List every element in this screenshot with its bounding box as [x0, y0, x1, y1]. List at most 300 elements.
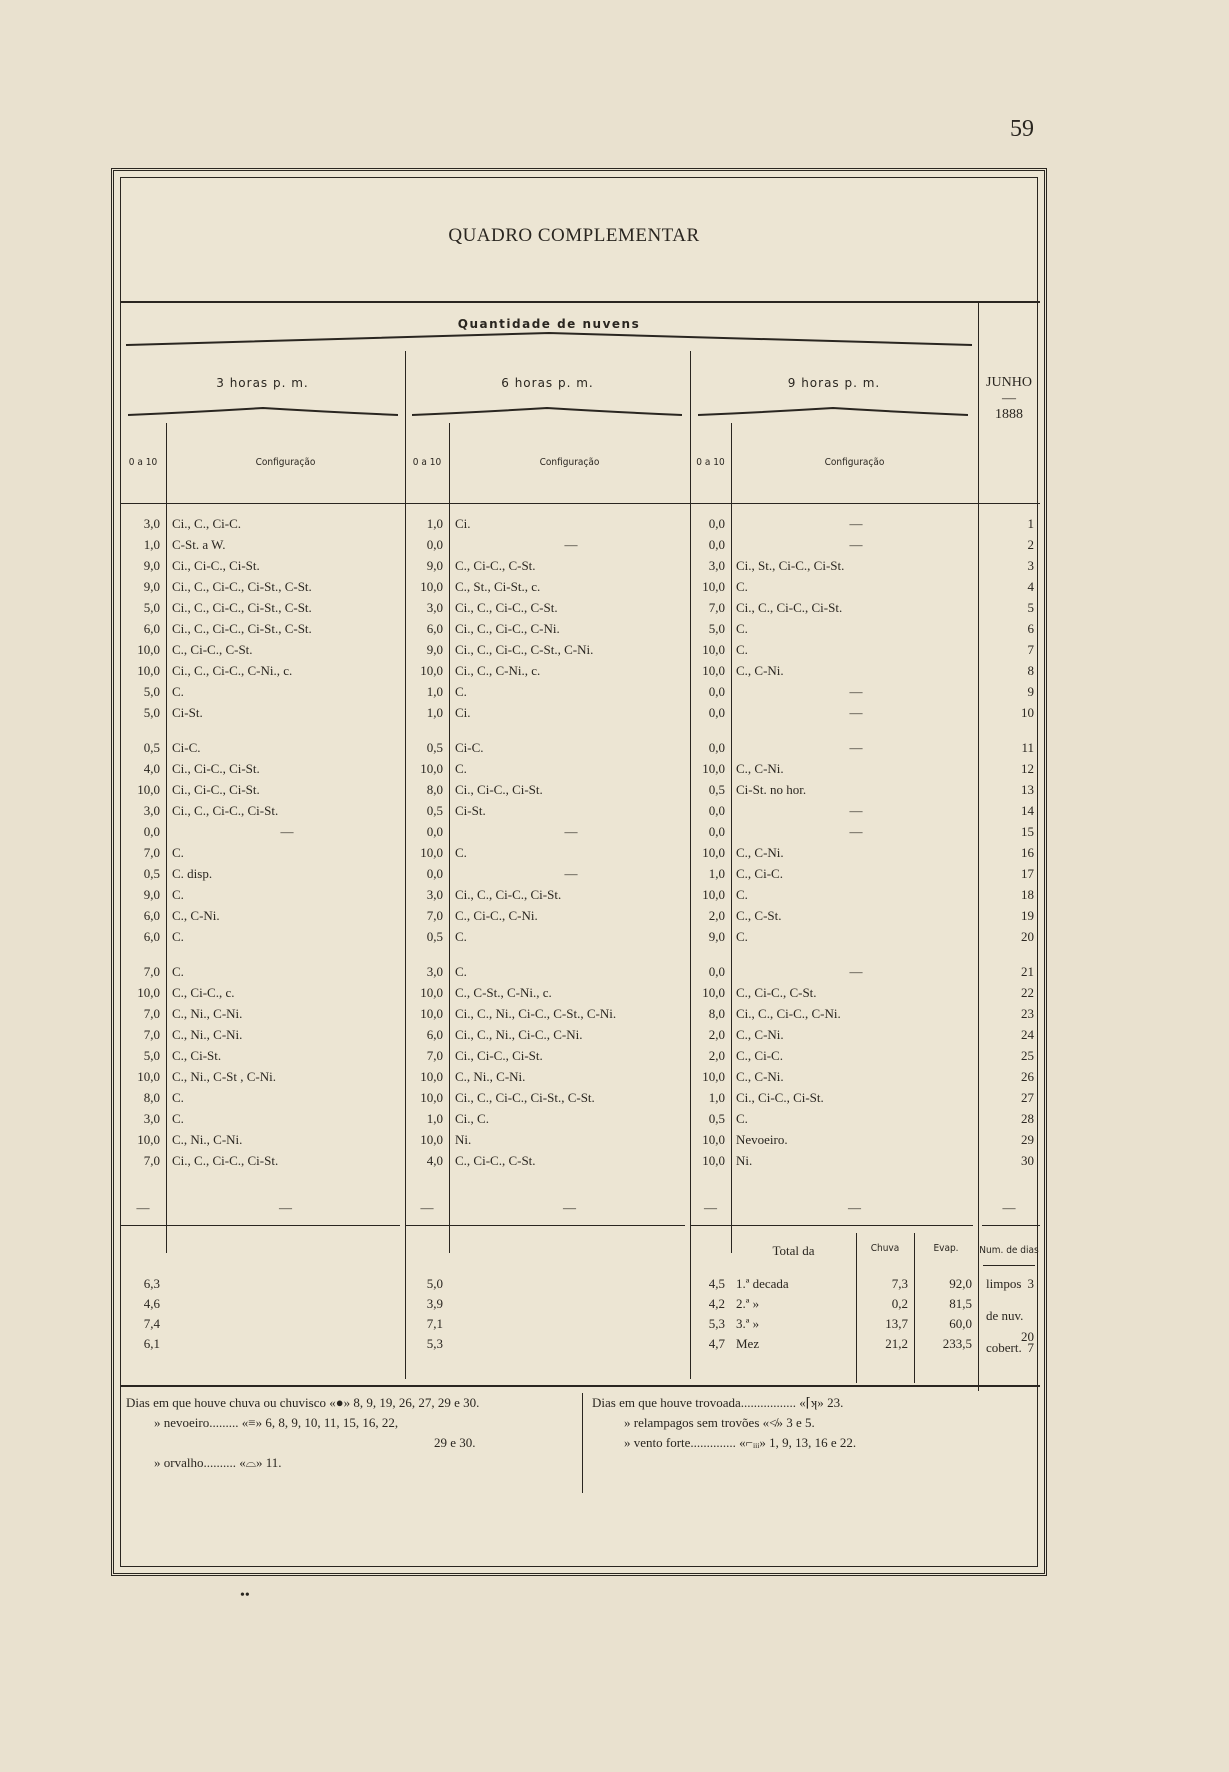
cell-a6: 3,0 [426, 964, 443, 979]
cell-c9: C., Ci-C. [736, 1048, 783, 1063]
cell-c9: C. [736, 887, 748, 902]
cell-a3: 3,0 [143, 803, 160, 818]
group-header: Quantidade de nuvens [457, 317, 641, 331]
col-amount-9: 0 a 10 [696, 457, 725, 468]
cell-a9: 10,0 [702, 761, 725, 776]
cell-c6: Ci., C., Ci-C., Ci-St. [455, 887, 562, 902]
cell-a3: 0,5 [143, 866, 160, 881]
cell-c6: C. [455, 684, 467, 699]
summary-periods: Mez [736, 1336, 760, 1351]
cell-a9: 0,0 [708, 824, 725, 839]
cell-a6: 10,0 [420, 1006, 443, 1021]
cell-c6: C., Ci-C., C-St. [455, 558, 536, 573]
cell-a9: 9,0 [708, 929, 725, 944]
cell-a3: 9,0 [143, 558, 160, 573]
cell-a3: 10,0 [137, 1069, 160, 1084]
cell-c9: C., C-Ni. [736, 1069, 784, 1084]
cell-c3: C. disp. [172, 866, 213, 881]
summary-evap: 60,0 [949, 1316, 972, 1331]
cell-c6: Ci., C., Ci-C., C-St. [455, 600, 558, 615]
page-title: QUADRO COMPLEMENTAR [448, 225, 700, 246]
cell-a6: 9,0 [426, 642, 443, 657]
cell-a6: 1,0 [426, 684, 443, 699]
cell-c9: C. [736, 579, 748, 594]
cell-c9: Ci., C., Ci-C., Ci-St. [736, 600, 843, 615]
page-number: 59 [1010, 116, 1034, 142]
nuv-label: de nuv. [986, 1308, 1024, 1323]
cell-a3: 9,0 [143, 579, 160, 594]
cell-day: 2 [1027, 537, 1034, 552]
cell-c3: Ci., C., Ci-C. [172, 516, 241, 531]
footer-nevoeiro-cont: 29 e 30. [434, 1435, 476, 1450]
summary-means_3: 6,1 [143, 1336, 160, 1351]
cell-day: 21 [1021, 964, 1034, 979]
cell-a9: 0,0 [708, 964, 725, 979]
cell-c3: C., Ci-C., C-St. [172, 642, 253, 657]
cell-a9: 5,0 [708, 621, 725, 636]
total-dash: — [563, 1200, 576, 1215]
cell-day: 9 [1027, 684, 1034, 699]
cell-c9: C., C-Ni. [736, 663, 784, 678]
limpos-label: limpos [986, 1276, 1022, 1291]
rain-icon: «●» [329, 1395, 351, 1410]
col-config-9: Configuração [824, 457, 885, 468]
summary-chuva: 7,3 [891, 1276, 908, 1291]
cell-a6: 3,0 [426, 600, 443, 615]
cell-a6: 7,0 [426, 1048, 443, 1063]
cell-c6: Ci., C., Ni., Ci-C., C-Ni. [455, 1027, 583, 1042]
cell-a6: 0,0 [426, 824, 443, 839]
cell-a6: 1,0 [426, 1111, 443, 1126]
footer-chuva-label: Dias em que houve chuva ou chuvisco [126, 1395, 327, 1410]
summary-chuva: 13,7 [885, 1316, 908, 1331]
cell-c3: C. [172, 684, 184, 699]
footer-vento [624, 1433, 856, 1453]
cell-c6: — [564, 824, 578, 839]
cell-a6: 0,5 [426, 803, 443, 818]
cell-c6: C. [455, 964, 467, 979]
cell-c3: Ci., Ci-C., Ci-St. [172, 782, 260, 797]
cell-a3: 5,0 [143, 600, 160, 615]
cell-a3: 6,0 [143, 908, 160, 923]
footer-nevoeiro [154, 1413, 398, 1433]
cell-c3: Ci., Ci-C., Ci-St. [172, 761, 260, 776]
cell-c3: C. [172, 1111, 184, 1126]
summary-chuva: 0,2 [891, 1296, 908, 1311]
cell-a6: 10,0 [420, 1090, 443, 1105]
cell-a6: 0,0 [426, 866, 443, 881]
cell-c3: Ci-C. [172, 740, 201, 755]
summary-means_3: 7,4 [143, 1316, 160, 1331]
cell-c6: Ci., C., Ci-C., C-Ni. [455, 621, 560, 636]
cell-c3: Ci., C., Ci-C., Ci-St., C-St. [172, 621, 312, 636]
cell-c3: C., Ni., C-Ni. [172, 1027, 243, 1042]
cell-c3: C. [172, 845, 184, 860]
cell-a9: 10,0 [702, 1069, 725, 1084]
summary-means_6: 5,0 [426, 1276, 443, 1291]
cell-a3: 0,0 [143, 824, 160, 839]
cell-a6: 10,0 [420, 663, 443, 678]
cell-a6: 10,0 [420, 1132, 443, 1147]
cell-c6: Ni. [455, 1132, 472, 1147]
cell-day: 14 [1021, 803, 1034, 818]
cell-c9: Ci., Ci-C., Ci-St. [736, 1090, 824, 1105]
cell-a9: 0,0 [708, 537, 725, 552]
cell-a3: 9,0 [143, 887, 160, 902]
cell-a9: 1,0 [708, 866, 725, 881]
thunder-icon: «⌈ʞ» [799, 1395, 824, 1410]
cell-day: 24 [1021, 1027, 1034, 1042]
cell-a6: 8,0 [426, 782, 443, 797]
total-dash: — [136, 1200, 150, 1215]
cell-a6: 6,0 [426, 621, 443, 636]
cell-c6: C., St., Ci-St., c. [455, 579, 541, 594]
cell-a3: 7,0 [143, 1027, 160, 1042]
cell-a3: 0,5 [143, 740, 160, 755]
cell-day: 10 [1021, 705, 1034, 720]
month-name: JUNHO [986, 375, 1032, 390]
cell-day: 20 [1021, 929, 1034, 944]
footer-relampagos-days: 3 e 5. [786, 1415, 815, 1430]
cell-day: 27 [1021, 1090, 1034, 1105]
cell-a6: 4,0 [426, 1153, 443, 1168]
dew-icon: «⌓» [239, 1455, 263, 1470]
cell-day: 1 [1027, 516, 1034, 531]
chuva-header: Chuva [870, 1243, 900, 1254]
cell-c6: Ci., Ci-C., Ci-St. [455, 782, 543, 797]
total-dash: — [279, 1200, 292, 1215]
cell-day: 30 [1021, 1153, 1034, 1168]
summary-means_9: 4,7 [708, 1336, 725, 1351]
cell-day: 11 [1021, 740, 1034, 755]
cell-c3: C., Ni., C-Ni. [172, 1006, 243, 1021]
cell-c3: C., Ci-St. [172, 1048, 222, 1063]
cell-a9: 10,0 [702, 985, 725, 1000]
cell-a9: 8,0 [708, 1006, 725, 1021]
cell-c9: — [849, 705, 863, 720]
cell-c3: Ci., C., Ci-C., Ci-St. [172, 1153, 279, 1168]
page-dots: •• [240, 1588, 250, 1603]
cell-c3: C. [172, 887, 184, 902]
cell-a6: 1,0 [426, 516, 443, 531]
cell-a9: 10,0 [702, 663, 725, 678]
cell-c3: Ci-St. [172, 705, 203, 720]
total-dash: — [420, 1200, 434, 1215]
cell-a9: 0,0 [708, 740, 725, 755]
summary-rule [405, 1225, 685, 1226]
cell-day: 22 [1021, 985, 1034, 1000]
nuv-value: 20 [1021, 1329, 1034, 1344]
col-config-6: Configuração [539, 457, 600, 468]
cell-a6: 3,0 [426, 887, 443, 902]
num-dias-header: Num. de dias [979, 1245, 1039, 1256]
cell-c9: C., Ci-C. [736, 866, 783, 881]
cell-a3: 10,0 [137, 1132, 160, 1147]
cell-c6: Ci. [455, 705, 471, 720]
cell-a9: 10,0 [702, 845, 725, 860]
cell-a6: 0,5 [426, 929, 443, 944]
footer-vento-label: » vento forte.............. [624, 1435, 736, 1450]
cell-c6: C., Ci-C., C-St. [455, 1153, 536, 1168]
cell-c6: C., Ni., C-Ni. [455, 1069, 526, 1084]
summary-rule [982, 1225, 1040, 1226]
footer-trovoada-label: Dias em que houve trovoada................. [592, 1395, 796, 1410]
month-header [978, 375, 1040, 423]
cell-c6: Ci., C., Ci-C., Ci-St., C-St. [455, 1090, 595, 1105]
summary-means_6: 3,9 [426, 1296, 443, 1311]
cell-c9: C., C-Ni. [736, 1027, 784, 1042]
cell-c3: Ci., Ci-C., Ci-St. [172, 558, 260, 573]
summary-rule [690, 1225, 973, 1226]
cell-c6: C., Ci-C., C-Ni. [455, 908, 538, 923]
cell-c9: C., Ci-C., C-St. [736, 985, 817, 1000]
cell-a6: 0,5 [426, 740, 443, 755]
cell-a9: 1,0 [708, 1090, 725, 1105]
amount-divider-9 [731, 423, 732, 1253]
cell-c3: C. [172, 964, 184, 979]
cell-a3: 10,0 [137, 985, 160, 1000]
cell-day: 25 [1021, 1048, 1034, 1063]
cell-day: 15 [1021, 824, 1034, 839]
cell-c3: — [280, 824, 294, 839]
cell-day: 7 [1027, 642, 1034, 657]
cell-c3: C. [172, 929, 184, 944]
amount-divider-6 [449, 423, 450, 1253]
cell-a9: 10,0 [702, 642, 725, 657]
cell-a3: 7,0 [143, 1153, 160, 1168]
num-dias-rule [983, 1265, 1035, 1266]
summary-means_9: 5,3 [708, 1316, 725, 1331]
cell-c9: — [849, 803, 863, 818]
cell-a9: 0,0 [708, 803, 725, 818]
cell-day: 26 [1021, 1069, 1034, 1084]
cell-c9: Ci-St. no hor. [736, 782, 807, 797]
group-brace-icon [124, 331, 974, 347]
wind-icon: «⌐ᵢᵢᵢ» [739, 1435, 766, 1450]
cell-a9: 0,5 [708, 782, 725, 797]
cell-a3: 10,0 [137, 663, 160, 678]
cell-c6: C., C-St., C-Ni., c. [455, 985, 552, 1000]
cell-day: 17 [1021, 866, 1034, 881]
footer-relampagos [624, 1413, 815, 1433]
cell-a6: 0,0 [426, 537, 443, 552]
cell-c6: Ci. [455, 516, 471, 531]
cell-a9: 10,0 [702, 1132, 725, 1147]
footer-relampagos-label: » relampagos sem trovões [624, 1415, 760, 1430]
amount-divider-3 [166, 423, 167, 1253]
fog-icon: «≡» [241, 1415, 263, 1430]
hour-9-brace-icon [698, 407, 968, 417]
cell-a3: 6,0 [143, 621, 160, 636]
cell-a9: 10,0 [702, 887, 725, 902]
cell-a3: 5,0 [143, 1048, 160, 1063]
summary-evap: 92,0 [949, 1276, 972, 1291]
cell-day: 6 [1027, 621, 1034, 636]
lightning-icon: «≮» [762, 1415, 783, 1430]
limpos-row [986, 1273, 1034, 1294]
hour-9-header: 9 horas p. m. [787, 376, 881, 390]
hour-3-header: 3 horas p. m. [216, 376, 309, 390]
cell-a3: 7,0 [143, 845, 160, 860]
summary-means_3: 4,6 [143, 1296, 160, 1311]
table-frame [111, 168, 1047, 1576]
footer-rule [120, 1385, 1040, 1387]
cell-a9: 0,0 [708, 516, 725, 531]
summary-rule [120, 1225, 400, 1226]
cobert-row [986, 1337, 1034, 1358]
cell-day: 5 [1027, 600, 1034, 615]
summary-periods: 2.ª » [736, 1296, 760, 1311]
cell-a9: 10,0 [702, 579, 725, 594]
summary-means_3: 6,3 [143, 1276, 160, 1291]
summary-chuva: 21,2 [885, 1336, 908, 1351]
footer-orvalho-days: 11. [265, 1455, 282, 1470]
cell-c3: C., Ci-C., c. [172, 985, 235, 1000]
hour-3-brace-icon [128, 407, 398, 417]
cell-day: 16 [1021, 845, 1034, 860]
cell-a3: 7,0 [143, 964, 160, 979]
cell-a3: 3,0 [143, 516, 160, 531]
footer-nevoeiro-days: 6, 8, 9, 10, 11, 15, 16, 22, [265, 1415, 399, 1430]
cell-a9: 0,0 [708, 684, 725, 699]
cell-c6: Ci., C. [455, 1111, 489, 1126]
cell-c6: C. [455, 929, 467, 944]
cell-c9: Ci., C., Ci-C., C-Ni. [736, 1006, 841, 1021]
cell-c3: Ci., C., Ci-C., C-Ni., c. [172, 663, 293, 678]
month-year: 1888 [995, 407, 1023, 422]
cell-a3: 7,0 [143, 1006, 160, 1021]
cell-a3: 5,0 [143, 705, 160, 720]
total-label: Total da [772, 1243, 815, 1258]
total-dash: — [848, 1200, 861, 1215]
cell-a6: 10,0 [420, 845, 443, 860]
footer-nevoeiro-label: » nevoeiro......... [154, 1415, 239, 1430]
col-config-3: Configuração [255, 457, 316, 468]
cell-c6: C. [455, 761, 467, 776]
cell-c6: Ci., C., Ni., Ci-C., C-St., C-Ni. [455, 1006, 617, 1021]
cobert-value: 7 [1027, 1340, 1034, 1355]
cell-c9: C., C-St. [736, 908, 782, 923]
subheader-rule [120, 503, 1040, 504]
cell-a6: 10,0 [420, 761, 443, 776]
summary-means_9: 4,5 [708, 1276, 725, 1291]
cell-c6: Ci., C., C-Ni., c. [455, 663, 541, 678]
cell-c9: — [849, 824, 863, 839]
cell-c6: Ci-St. [455, 803, 486, 818]
summary-evap: 233,5 [942, 1336, 972, 1351]
cell-c6: C. [455, 845, 467, 860]
header-rule [120, 301, 1040, 303]
cell-a6: 7,0 [426, 908, 443, 923]
footer-chuva-days: 8, 9, 19, 26, 27, 29 e 30. [353, 1395, 480, 1410]
cell-c9: — [849, 964, 863, 979]
cell-a9: 10,0 [702, 1153, 725, 1168]
cell-day: 13 [1021, 782, 1034, 797]
cell-c9: C. [736, 621, 748, 636]
cell-a6: 10,0 [420, 579, 443, 594]
cell-c3: C. [172, 1090, 184, 1105]
cell-c3: Ci., C., Ci-C., Ci-St., C-St. [172, 579, 312, 594]
cell-day: 23 [1021, 1006, 1034, 1021]
cell-a3: 6,0 [143, 929, 160, 944]
month-dash: — [1002, 391, 1016, 406]
cell-day: 28 [1021, 1111, 1034, 1126]
cell-a3: 10,0 [137, 642, 160, 657]
cell-c9: C. [736, 1111, 748, 1126]
cell-c9: Ci., St., Ci-C., Ci-St. [736, 558, 845, 573]
cell-c9: — [849, 537, 863, 552]
cell-a6: 10,0 [420, 1069, 443, 1084]
total-dash: — [1002, 1200, 1016, 1215]
cell-c6: — [564, 866, 578, 881]
hour-6-header: 6 horas p. m. [501, 376, 594, 390]
cell-a6: 1,0 [426, 705, 443, 720]
summary-means_6: 5,3 [426, 1336, 443, 1351]
cell-c9: C., C-Ni. [736, 845, 784, 860]
cell-c6: Ci., C., Ci-C., C-St., C-Ni. [455, 642, 594, 657]
cell-c3: C., Ni., C-St , C-Ni. [172, 1069, 277, 1084]
summary-evap: 81,5 [949, 1296, 972, 1311]
cell-a9: 3,0 [708, 558, 725, 573]
cell-day: 18 [1021, 887, 1034, 902]
cell-c6: — [564, 537, 578, 552]
cell-a9: 0,5 [708, 1111, 725, 1126]
cell-c9: C., C-Ni. [736, 761, 784, 776]
cell-c3: Ci., C., Ci-C., Ci-St. [172, 803, 279, 818]
cell-c3: Ci., C., Ci-C., Ci-St., C-St. [172, 600, 312, 615]
cell-day: 8 [1027, 663, 1034, 678]
hour-6-brace-icon [412, 407, 682, 417]
cell-c9: C. [736, 642, 748, 657]
cell-day: 29 [1021, 1132, 1034, 1147]
cell-a3: 8,0 [143, 1090, 160, 1105]
cell-day: 4 [1027, 579, 1034, 594]
summary-means_6: 7,1 [426, 1316, 443, 1331]
cell-c9: C. [736, 929, 748, 944]
cell-day: 3 [1027, 558, 1034, 573]
footer-orvalho-label: » orvalho.......... [154, 1455, 236, 1470]
cell-a9: 0,0 [708, 705, 725, 720]
cell-c9: — [849, 684, 863, 699]
cell-a9: 7,0 [708, 600, 725, 615]
cell-a3: 3,0 [143, 1111, 160, 1126]
cell-a3: 10,0 [137, 782, 160, 797]
footer-orvalho [154, 1453, 282, 1473]
cell-c9: Ni. [736, 1153, 753, 1168]
cell-a3: 4,0 [143, 761, 160, 776]
cell-a3: 1,0 [143, 537, 160, 552]
summary-periods: 3.ª » [736, 1316, 760, 1331]
cell-c9: — [849, 740, 863, 755]
summary-periods: 1.ª decada [736, 1276, 789, 1291]
cell-c3: C., Ni., C-Ni. [172, 1132, 243, 1147]
col-amount-6: 0 a 10 [412, 457, 442, 468]
cell-c6: Ci-C. [455, 740, 484, 755]
cobert-label: cobert. [986, 1340, 1022, 1355]
limpos-value: 3 [1027, 1276, 1034, 1291]
cell-a9: 2,0 [708, 908, 725, 923]
cell-c9: Nevoeiro. [736, 1132, 788, 1147]
cell-c6: Ci., Ci-C., Ci-St. [455, 1048, 543, 1063]
total-dash: — [704, 1200, 717, 1215]
summary-means_9: 4,2 [708, 1296, 725, 1311]
footer-vento-days: 1, 9, 13, 16 e 22. [769, 1435, 857, 1450]
cell-c3: C., C-Ni. [172, 908, 220, 923]
cell-a6: 9,0 [426, 558, 443, 573]
footer-trovoada [592, 1393, 843, 1413]
cell-day: 19 [1021, 908, 1034, 923]
cell-c9: — [849, 516, 863, 531]
